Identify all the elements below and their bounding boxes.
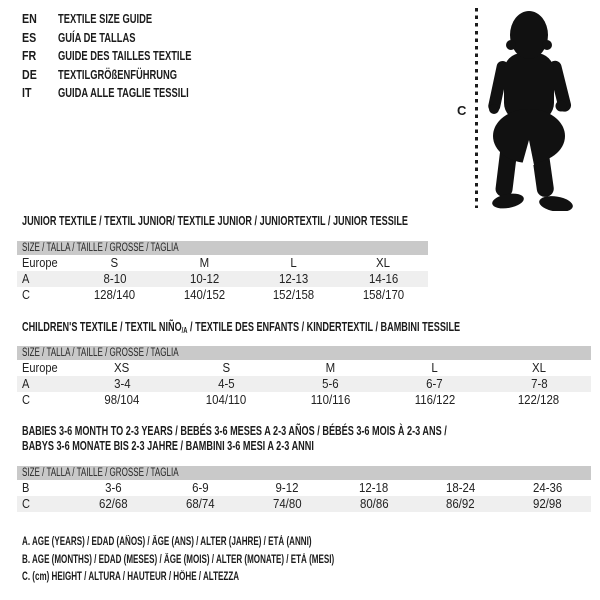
figure-height-measure bbox=[450, 0, 600, 222]
size-cell: 62/68 bbox=[99, 496, 128, 511]
size-cell: XL bbox=[376, 255, 391, 270]
footnotes bbox=[22, 534, 468, 587]
table-row bbox=[17, 255, 428, 271]
language-code: IT bbox=[22, 85, 32, 101]
language-label: TEXTILE SIZE GUIDE bbox=[58, 11, 153, 26]
size-cell: M bbox=[325, 360, 336, 375]
size-table bbox=[17, 214, 428, 303]
size-cell: XS bbox=[114, 360, 130, 375]
footnote-line: C. (cm) HEIGHT / ALTURA / HAUTEUR / HÖHE / ALTEZZA bbox=[22, 571, 240, 583]
table-row bbox=[17, 271, 428, 287]
row-label: C bbox=[22, 287, 30, 302]
size-cell: 8-10 bbox=[103, 271, 127, 286]
row-label: Europe bbox=[22, 255, 58, 270]
size-cell: 9-12 bbox=[275, 480, 299, 495]
size-cell: 24-36 bbox=[532, 480, 563, 495]
size-header-bar: SIZE / TALLA / TAILLE / GRÖSSE / TAGLIA bbox=[17, 241, 428, 255]
language-code: ES bbox=[22, 29, 37, 45]
size-cell: 152/158 bbox=[273, 287, 315, 302]
size-cell: 6-7 bbox=[426, 376, 443, 391]
size-table bbox=[17, 424, 591, 512]
table-row bbox=[17, 287, 428, 303]
size-header-bar: SIZE / TALLA / TAILLE / GRÖSSE / TAGLIA bbox=[17, 346, 591, 360]
size-cell: 18-24 bbox=[446, 480, 476, 495]
footnote-line: A. AGE (YEARS) / EDAD (AÑOS) / ÂGE (ANS) / ALTER (JAHRE) / ETÀ (ANNI) bbox=[22, 536, 312, 548]
size-cell: 98/104 bbox=[104, 392, 140, 407]
size-cell: L bbox=[431, 360, 438, 375]
size-cell: 68/74 bbox=[185, 496, 215, 511]
language-row bbox=[22, 10, 243, 29]
table-row bbox=[17, 480, 591, 496]
size-cell: 110/116 bbox=[310, 392, 351, 407]
size-cell: S bbox=[222, 360, 231, 375]
row-label: B bbox=[22, 480, 30, 495]
size-cell: 116/122 bbox=[414, 392, 455, 407]
size-cell: S bbox=[110, 255, 119, 270]
language-row bbox=[22, 47, 243, 66]
table-row bbox=[17, 376, 591, 392]
table-row bbox=[17, 392, 591, 408]
size-cell: 3-6 bbox=[105, 480, 122, 495]
size-cell: 3-4 bbox=[113, 376, 131, 391]
language-list bbox=[22, 10, 243, 103]
size-cell: 80/86 bbox=[359, 496, 389, 511]
size-cell: 7-8 bbox=[530, 376, 548, 391]
size-cell: 122/128 bbox=[518, 392, 560, 407]
size-table-heading-line: JUNIOR TEXTILE / TEXTIL JUNIOR/ TEXTILE JUNIOR / JUNIORTEXTIL / JUNIOR TESSILE bbox=[22, 214, 409, 228]
size-table-heading-line: BABIES 3-6 MONTH TO 2-3 YEARS / BEBÉS 3-6 MESES A 2-3 AÑOS / BÉBÉS 3-6 MOIS À 2-3 ANS / bbox=[22, 424, 447, 438]
row-label: A bbox=[22, 271, 30, 286]
size-cell: 86/92 bbox=[446, 496, 476, 511]
height-dashed-line bbox=[475, 8, 478, 208]
size-cell: 12-13 bbox=[279, 271, 309, 286]
row-label: A bbox=[22, 376, 30, 391]
row-label: Europe bbox=[22, 360, 58, 375]
size-cell: 12-18 bbox=[359, 480, 389, 495]
toddler-silhouette-icon bbox=[484, 5, 592, 211]
size-cell: XL bbox=[531, 360, 546, 375]
table-row bbox=[17, 360, 591, 376]
size-table-heading bbox=[17, 320, 591, 335]
language-code: EN bbox=[22, 11, 37, 26]
size-table-heading-line: CHILDREN'S TEXTILE / TEXTIL $NIÑO_{/A}$ / TEXTILE DES ENFANTS / KINDERTEXTIL / BAMBINI TESSILE bbox=[22, 320, 461, 335]
language-code: FR bbox=[22, 48, 37, 64]
size-cell: 74/80 bbox=[272, 496, 302, 511]
size-table-heading bbox=[17, 214, 428, 229]
language-label: TEXTILGRÖßENFÜHRUNG bbox=[58, 66, 178, 82]
size-cell: 4-5 bbox=[218, 376, 235, 391]
language-row bbox=[22, 66, 243, 85]
size-cell: 104/110 bbox=[206, 392, 247, 407]
measure-label-c: C bbox=[457, 103, 467, 118]
size-cell: 140/152 bbox=[183, 287, 225, 302]
size-cell: 10-12 bbox=[189, 271, 219, 286]
size-cell: 158/170 bbox=[362, 287, 404, 302]
size-table-heading bbox=[17, 424, 591, 454]
language-label: GUIDA ALLE TAGLIE TESSILI bbox=[58, 85, 189, 101]
size-table-heading-line: BABYS 3-6 MONATE BIS 2-3 JAHRE / BAMBINI 3-6 MESI A 2-3 ANNI bbox=[22, 439, 314, 453]
table-row bbox=[17, 496, 591, 512]
size-cell: 92/98 bbox=[533, 496, 562, 511]
language-row bbox=[22, 84, 243, 103]
size-cell: 6-9 bbox=[191, 480, 209, 495]
size-cell: 14-16 bbox=[368, 271, 398, 286]
language-row bbox=[22, 29, 243, 48]
size-table bbox=[17, 320, 591, 408]
size-cell: L bbox=[290, 255, 297, 270]
row-label: C bbox=[22, 496, 30, 511]
language-code: DE bbox=[22, 66, 37, 82]
footnote-line: B. AGE (MONTHS) / EDAD (MESES) / ÂGE (MOIS) / ALTER (MONATE) / ETÀ (MESI) bbox=[22, 553, 335, 566]
size-cell: 5-6 bbox=[322, 376, 339, 391]
size-header-bar: SIZE / TALLA / TAILLE / GRÖSSE / TAGLIA bbox=[17, 466, 591, 480]
language-label: GUIDE DES TAILLES TEXTILE bbox=[58, 48, 192, 64]
language-label: GUÍA DE TALLAS bbox=[58, 29, 136, 45]
size-cell: M bbox=[199, 255, 210, 270]
row-label: C bbox=[22, 392, 30, 407]
size-cell: 128/140 bbox=[94, 287, 136, 302]
